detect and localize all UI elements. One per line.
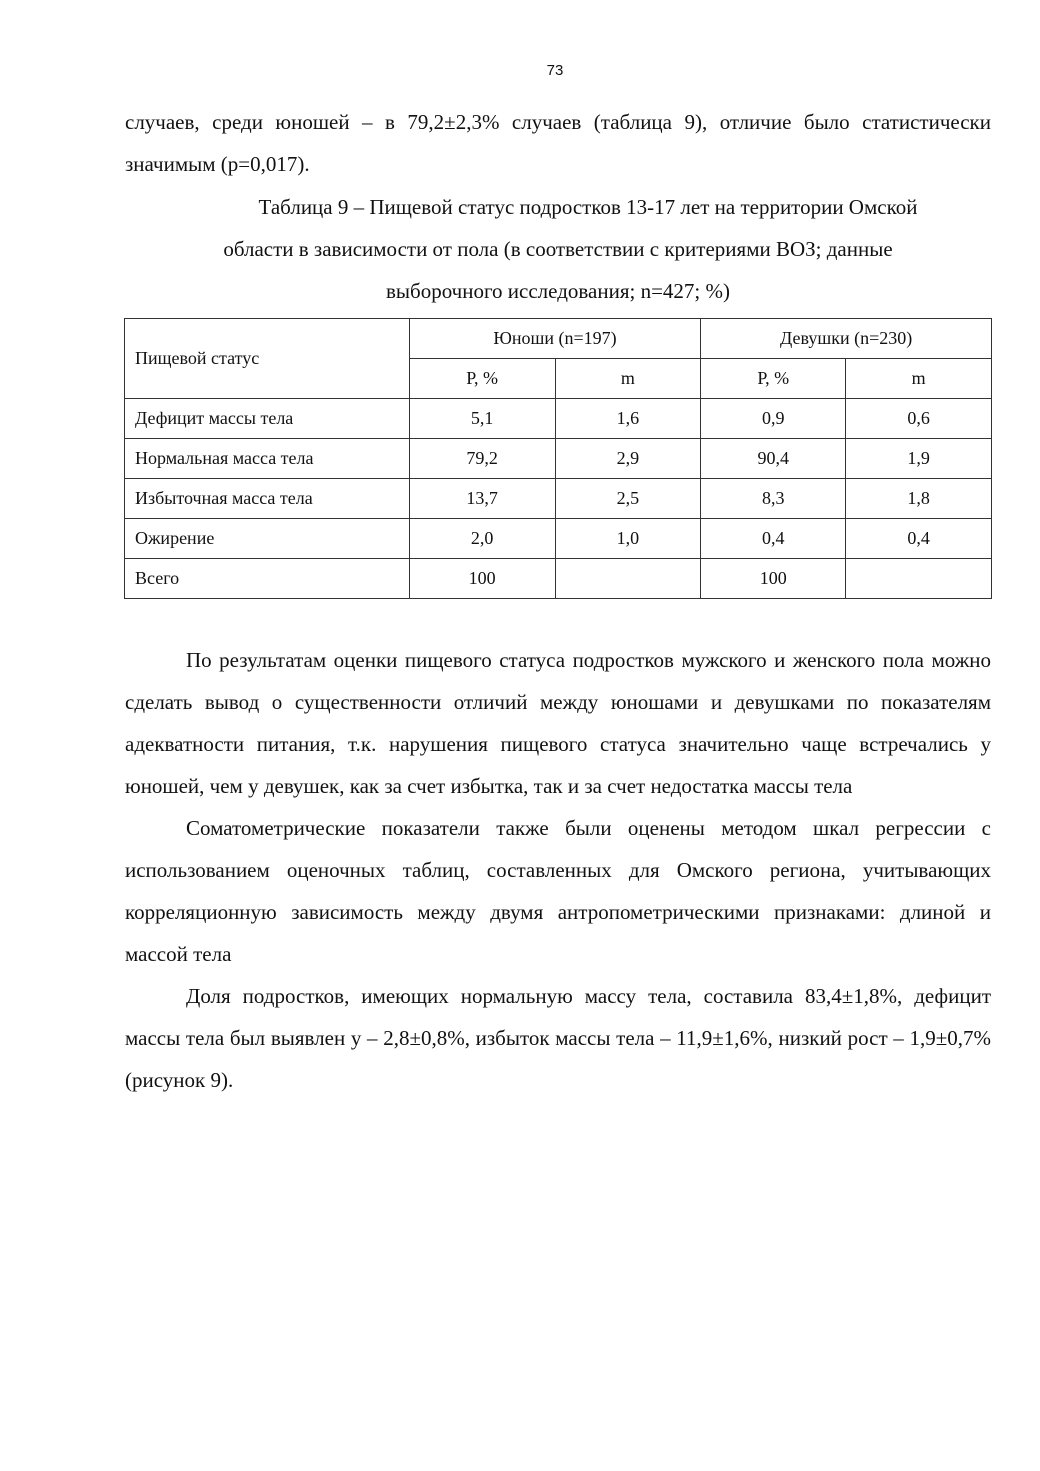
cell-boys-p: 5,1 [409, 399, 555, 439]
table-caption-line-3: выборочного исследования; n=427; %) [386, 279, 730, 303]
table-row [125, 519, 992, 559]
cell-girls-m: 1,9 [846, 439, 992, 479]
row-label: Дефицит массы тела [125, 399, 410, 439]
cell-boys-p: 2,0 [409, 519, 555, 559]
cell-boys-m: 2,5 [555, 479, 701, 519]
table-header-row [125, 319, 992, 359]
cell-boys-m [555, 559, 701, 599]
header-boys-p: Р, % [409, 359, 555, 399]
table-row-total [125, 559, 992, 599]
cell-girls-p: 0,4 [701, 519, 846, 559]
cell-girls-m: 0,6 [846, 399, 992, 439]
header-boys-m: m [555, 359, 701, 399]
intro-paragraph [125, 101, 991, 185]
header-girls-p: Р, % [701, 359, 846, 399]
paragraph-proportions: Доля подростков, имеющих нормальную массу тела, составила 83,4±1,8%, дефицит массы тела был выявлен у – 2,8±0,8%, избыток массы тела – 11,9±1,6%, низкий рост – 1,9±0,7% (рисунок 9). [125, 984, 991, 1092]
cell-boys-p: 100 [409, 559, 555, 599]
table-row [125, 439, 992, 479]
cell-girls-p: 0,9 [701, 399, 846, 439]
header-boys: Юноши (n=197) [409, 319, 701, 359]
cell-boys-p: 13,7 [409, 479, 555, 519]
paragraph-conclusion: По результатам оценки пищевого статуса подростков мужского и женского пола можно сделать вывод о существенности отличий между юношами и девушками по показателям адекватности питания, т.к. нарушения пищевого статуса значительно чаще встречались у юношей, чем у девушек, как за счет избытка, так и за счет недостатка массы тела [125, 648, 991, 798]
paragraph-somatometric: Соматометрические показатели также были оценены методом шкал регрессии с использованием оценочных таблиц, составленных для Омского региона, учитывающих корреляционную зависимость между двумя антропометрическими признаками: длиной и массой тела [125, 816, 991, 966]
cell-girls-m [846, 559, 992, 599]
header-girls: Девушки (n=230) [701, 319, 992, 359]
cell-boys-m: 1,0 [555, 519, 701, 559]
table-row [125, 399, 992, 439]
table-row [125, 479, 992, 519]
body-text [125, 639, 991, 1101]
table-caption-line-1: Таблица 9 – Пищевой статус подростков 13-17 лет на территории Омской [258, 195, 918, 219]
row-label: Всего [125, 559, 410, 599]
cell-boys-m: 2,9 [555, 439, 701, 479]
table-caption [125, 186, 991, 312]
cell-girls-p: 90,4 [701, 439, 846, 479]
nutrition-status-table [124, 318, 992, 599]
cell-boys-p: 79,2 [409, 439, 555, 479]
intro-paragraph-text: случаев, среди юношей – в 79,2±2,3% случаев (таблица 9), отличие было статистически значимым (р=0,017). [125, 110, 991, 176]
cell-girls-p: 100 [701, 559, 846, 599]
row-label: Избыточная масса тела [125, 479, 410, 519]
page-number: 73 [546, 62, 564, 79]
cell-girls-m: 1,8 [846, 479, 992, 519]
cell-boys-m: 1,6 [555, 399, 701, 439]
row-label: Нормальная масса тела [125, 439, 410, 479]
header-girls-m: m [846, 359, 992, 399]
table-caption-line-2: области в зависимости от пола (в соответствии с критериями ВОЗ; данные [223, 237, 893, 261]
row-label: Ожирение [125, 519, 410, 559]
cell-girls-m: 0,4 [846, 519, 992, 559]
header-status: Пищевой статус [125, 319, 410, 399]
cell-girls-p: 8,3 [701, 479, 846, 519]
